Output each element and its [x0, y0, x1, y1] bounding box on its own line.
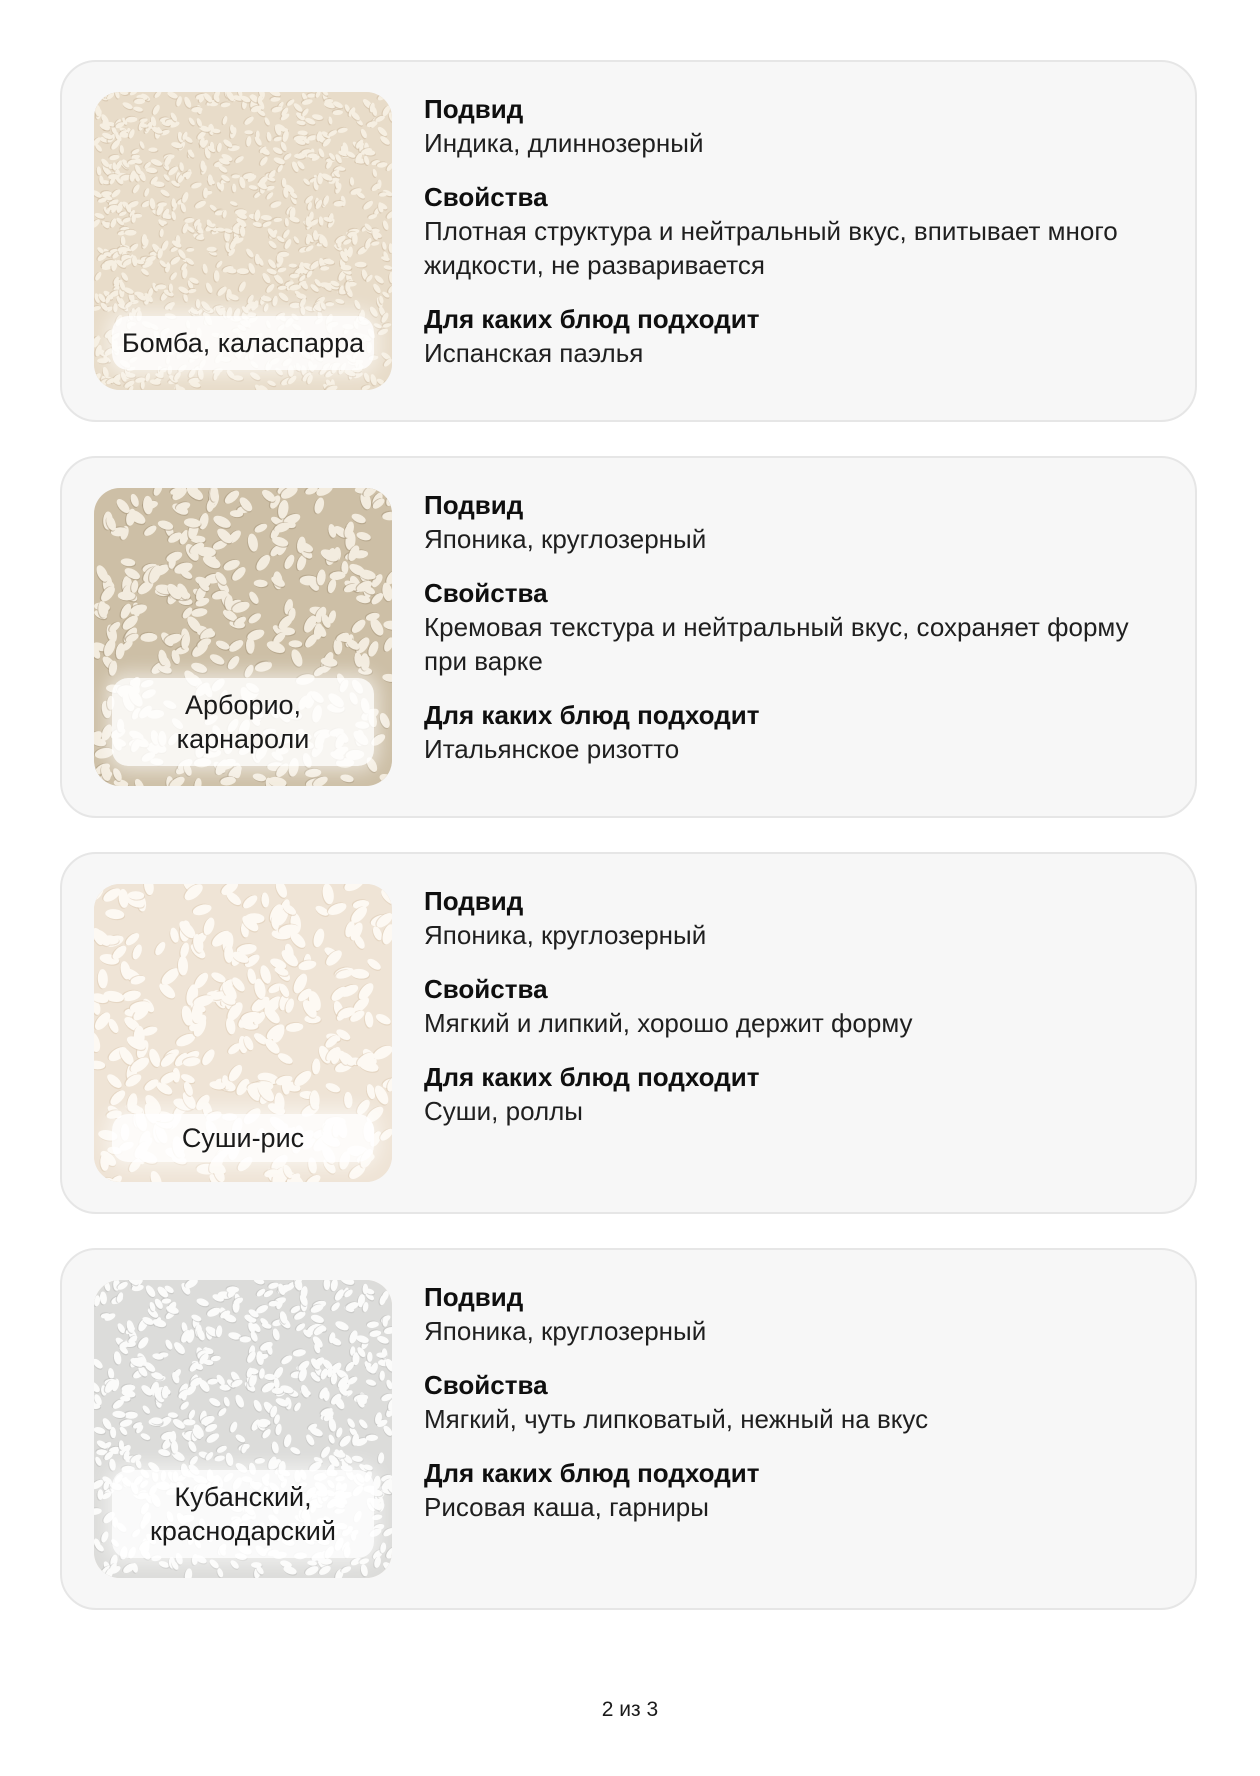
properties-value: Мягкий, чуть липковатый, нежный на вкус — [424, 1404, 929, 1434]
dishes-value: Суши, роллы — [424, 1096, 583, 1126]
properties-field — [424, 972, 1164, 1040]
dishes-field — [424, 698, 1164, 766]
dishes-title: Для каких блюд подходит — [424, 1062, 760, 1092]
subtype-title: Подвид — [424, 94, 524, 124]
subtype-value: Японика, круглозерный — [424, 524, 707, 554]
rice-info — [424, 92, 1164, 390]
properties-field — [424, 180, 1164, 282]
subtype-field — [424, 1280, 1164, 1348]
subtype-field — [424, 92, 1164, 160]
page-number: 2 из 3 — [601, 1698, 659, 1721]
rice-photo-arborio — [94, 488, 392, 786]
subtype-title: Подвид — [424, 886, 524, 916]
dishes-field — [424, 1060, 1164, 1128]
rice-info — [424, 884, 1164, 1148]
properties-title: Свойства — [424, 578, 548, 608]
dishes-value: Рисовая каша, гарниры — [424, 1492, 709, 1522]
properties-value: Кремовая текстура и нейтральный вкус, сохраняет форму при варке — [424, 612, 1129, 676]
dishes-field — [424, 302, 1164, 370]
properties-field — [424, 576, 1164, 678]
dishes-field — [424, 1456, 1164, 1524]
dishes-title: Для каких блюд подходит — [424, 304, 760, 334]
rice-variety-name: Бомба, каласпарра — [112, 316, 374, 370]
rice-variety-name: Кубанский, краснодарский — [112, 1470, 374, 1558]
rice-variety-name: Суши-рис — [112, 1114, 374, 1162]
subtype-title: Подвид — [424, 1282, 524, 1312]
subtype-field — [424, 488, 1164, 556]
subtype-value: Японика, круглозерный — [424, 1316, 707, 1346]
rice-photo-kuban — [94, 1280, 392, 1578]
subtype-field — [424, 884, 1164, 952]
rice-card-bomba — [60, 60, 1197, 422]
properties-value: Мягкий и липкий, хорошо держит форму — [424, 1008, 913, 1038]
properties-title: Свойства — [424, 974, 548, 1004]
properties-title: Свойства — [424, 1370, 548, 1400]
dishes-value: Итальянское ризотто — [424, 734, 680, 764]
rice-photo-sushi — [94, 884, 392, 1182]
dishes-title: Для каких блюд подходит — [424, 700, 760, 730]
properties-value: Плотная структура и нейтральный вкус, впитывает много жидкости, не разваривается — [424, 216, 1118, 280]
properties-field — [424, 1368, 1164, 1436]
rice-info — [424, 1280, 1164, 1544]
subtype-title: Подвид — [424, 490, 524, 520]
rice-card-arborio — [60, 456, 1197, 818]
properties-title: Свойства — [424, 182, 548, 212]
rice-variety-name: Арборио, карнароли — [112, 678, 374, 766]
subtype-value: Японика, круглозерный — [424, 920, 707, 950]
rice-photo-bomba — [94, 92, 392, 390]
dishes-title: Для каких блюд подходит — [424, 1458, 760, 1488]
subtype-value: Индика, длиннозерный — [424, 128, 704, 158]
dishes-value: Испанская паэлья — [424, 338, 644, 368]
rice-card-kuban — [60, 1248, 1197, 1610]
rice-info — [424, 488, 1164, 786]
rice-card-sushi — [60, 852, 1197, 1214]
